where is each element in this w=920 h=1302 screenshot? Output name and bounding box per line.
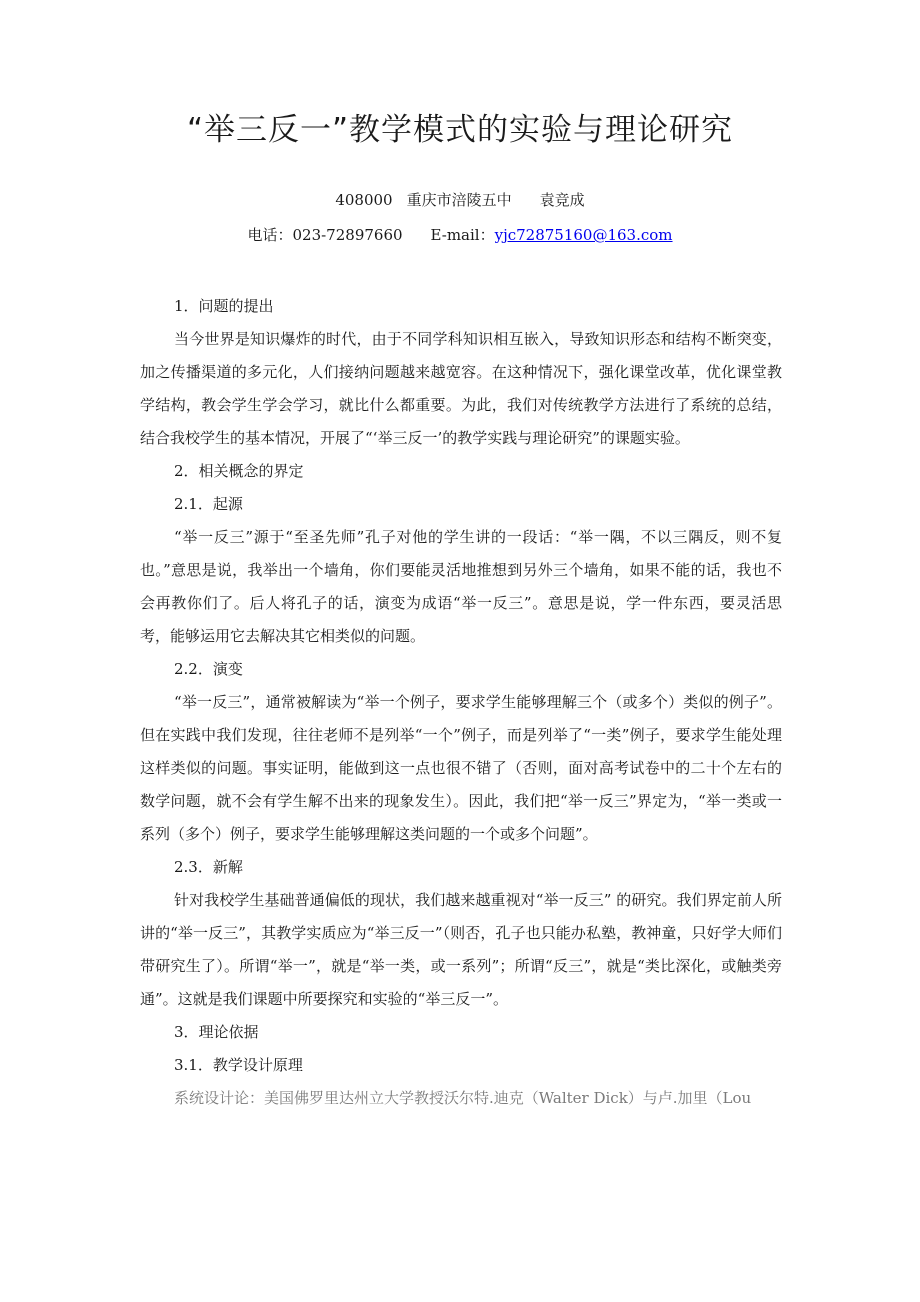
section-heading: 3．理论依据 [174, 1023, 259, 1041]
document-body [140, 290, 782, 1115]
subsection-heading: 2.2．演变 [174, 660, 243, 678]
email-link[interactable]: yjc72875160@163.com [494, 226, 673, 244]
paragraph: “举一反三”源于“至圣先师”孔子对他的学生讲的一段话：“举一隅，不以三隅反，则不复也。”意思是说，我举出一个墙角，你们要能灵活地推想到另外三个墙角，如果不能的话，我也不会再教你们了。后人将孔子的话，演变为成语“举一反三”。意思是说，学一件东西，要灵活思考，能够运用它去解决其它相类似的问题。 [140, 528, 782, 645]
paragraph: 系统设计论：美国佛罗里达州立大学教授沃尔特.迪克（Walter Dick）与卢.加里（Lou [174, 1089, 752, 1107]
section-heading: 2．相关概念的界定 [174, 462, 304, 480]
phone-number: 023-72897660 [292, 226, 403, 244]
subsection-heading: 2.1．起源 [174, 495, 243, 513]
author-name: 袁竞成 [539, 191, 585, 209]
paragraph: “举一反三”，通常被解读为“举一个例子，要求学生能够理解三个（或多个）类似的例子”。但在实践中我们发现，往往老师不是列举“一个”例子，而是列举了“一类”例子，要求学生能处理这样类似的问题。事实证明，能做到这一点也很不错了（否则，面对高考试卷中的二十个左右的数学问题，就不会有学生解不出来的现象发生）。因此，我们把“举一反三”界定为，“举一类或一系列（多个）例子，要求学生能够理解这类问题的一个或多个问题”。 [140, 693, 782, 843]
subsection-heading: 3.1．教学设计原理 [174, 1056, 303, 1074]
section-heading: 1．问题的提出 [174, 297, 274, 315]
paragraph: 当今世界是知识爆炸的时代，由于不同学科知识相互嵌入，导致知识形态和结构不断突变，加之传播渠道的多元化，人们接纳问题越来越宽容。在这种情况下，强化课堂改革，优化课堂教学结构，教会学生学会学习，就比什么都重要。为此，我们对传统教学方法进行了系统的总结，结合我校学生的基本情况，开展了“‘举三反一’的教学实践与理论研究”的课题实验。 [140, 330, 782, 447]
postcode: 408000 [335, 191, 393, 209]
contact-line [0, 225, 920, 245]
phone-label: 电话： [247, 226, 293, 244]
school-name: 重庆市涪陵五中 [406, 191, 512, 209]
document-title: “举三反一”教学模式的实验与理论研究 [186, 112, 734, 148]
email-label: E-mail： [430, 226, 495, 244]
subsection-heading: 2.3．新解 [174, 858, 243, 876]
author-line [0, 190, 920, 210]
paragraph: 针对我校学生基础普通偏低的现状，我们越来越重视对“举一反三” 的研究。我们界定前人所讲的“举一反三”，其教学实质应为“举三反一”（则否，孔子也只能办私塾，教神童，只好学大师们带研究生了）。所谓“举一”，就是“举一类，或一系列”；所谓“反三”，就是“类比深化，或触类旁通”。这就是我们课题中所要探究和实验的“举三反一”。 [140, 891, 782, 1008]
